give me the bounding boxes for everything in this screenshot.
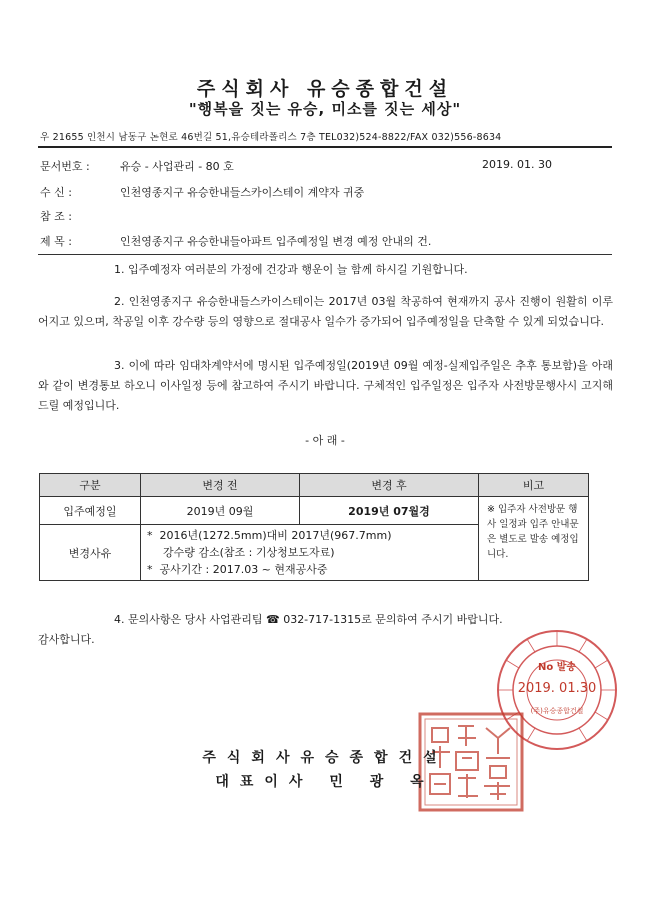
date-after: 2019년 07월경 xyxy=(300,497,479,525)
reference-label: 참 조 : xyxy=(40,210,72,223)
paragraph-3: 3. 이에 따라 임대차계약서에 명시된 입주예정일(2019년 09월 예정-실제입주일은 추후 통보함)을 아래와 같이 변경통보 하오니 이사일정 등에 참고하여 주시기 바랍니다. 구체적인 입주일정은 입주자 사전방문행사시 고지해 드릴 예정입니다. xyxy=(38,359,613,412)
row-label: 입주예정일 xyxy=(40,497,141,525)
reason-line: * 2016년(1272.5mm)대비 2017년(967.7mm) xyxy=(147,529,392,542)
doc-number: 유승 - 사업관리 - 80 호 xyxy=(120,160,234,173)
reason-rainfall: 2016년(1272.5mm)대비 2017년(967.7mm) xyxy=(159,529,392,542)
recipient-label: 수 신 : xyxy=(40,186,72,199)
subject-label: 제 목 : xyxy=(40,235,72,248)
company-address: 우 21655 인천시 남동구 논현로 46번길 51,유승테라폴리스 7층 TEL032)524-8822/FAX 032)556-8634 xyxy=(40,132,502,143)
reason-line: 강수량 감소(참조 : 기상청보도자료) xyxy=(163,546,335,559)
row-label: 변경사유 xyxy=(40,525,141,581)
doc-number-row xyxy=(40,158,234,174)
reason-cell xyxy=(141,525,479,581)
date-stamp-date: 2019. 01.30 xyxy=(517,681,597,696)
company-title: 주식회사 유승종합건설 xyxy=(196,78,454,100)
signature-company: 주식회사유승종합건설 xyxy=(202,750,448,766)
date-stamp-bottom: (주)유승종합건설 xyxy=(530,707,584,715)
subject-divider xyxy=(38,254,612,255)
table-header: 구분 xyxy=(40,474,141,497)
reference-row xyxy=(40,208,120,224)
date-before: 2019년 09월 xyxy=(141,497,300,525)
paragraph-1: 1. 입주예정자 여러분의 가정에 건강과 행운이 늘 함께 하시길 기원합니다. xyxy=(114,263,468,276)
subject: 인천영종지구 유승한내들아파트 입주예정일 변경 예정 안내의 건. xyxy=(120,235,432,248)
reason-line: * 공사기간 : 2017.03 ~ 현재공사중 xyxy=(147,563,328,576)
recipient: 인천영종지구 유승한내들스카이스테이 계약자 귀중 xyxy=(120,186,365,199)
table-header-row xyxy=(40,474,589,497)
paragraph-4: 4. 문의사항은 당사 사업관리팀 ☎ 032-717-1315로 문의하여 주시기 바랍니다. xyxy=(114,613,503,626)
header-divider xyxy=(38,146,612,148)
company-slogan: "행복을 짓는 유승, 미소를 짓는 세상" xyxy=(188,100,462,118)
recipient-row xyxy=(40,184,364,200)
table-row xyxy=(40,497,589,525)
date-stamp-top: No 발송 xyxy=(537,662,577,673)
reason-period: 공사기간 : 2017.03 ~ 현재공사중 xyxy=(159,563,328,576)
table-note: ※ 입주자 사전방문 행사 일정과 입주 안내문은 별도로 발송 예정입니다. xyxy=(479,497,589,581)
below-heading: - 아 래 - xyxy=(305,434,345,447)
table-header: 변경 전 xyxy=(141,474,300,497)
closing: 감사합니다. xyxy=(38,633,95,646)
doc-number-label: 문서번호 : xyxy=(40,160,90,173)
paragraph-2: 2. 인천영종지구 유승한내들스카이스테이는 2017년 03월 착공하여 현재까지 공사 진행이 원활히 이루어지고 있으며, 착공일 이후 강수량 등의 영향으로 절대공사 일수가 증가되어 입주예정일을 단축할 수 있게 되었습니다. xyxy=(38,295,613,328)
doc-date: 2019. 01. 30 xyxy=(482,158,552,171)
table-header: 변경 후 xyxy=(300,474,479,497)
change-table xyxy=(39,473,589,581)
signature-ceo: 대표이사 민 광 옥 xyxy=(215,774,435,790)
table-header: 비고 xyxy=(479,474,589,497)
subject-row xyxy=(40,233,431,249)
